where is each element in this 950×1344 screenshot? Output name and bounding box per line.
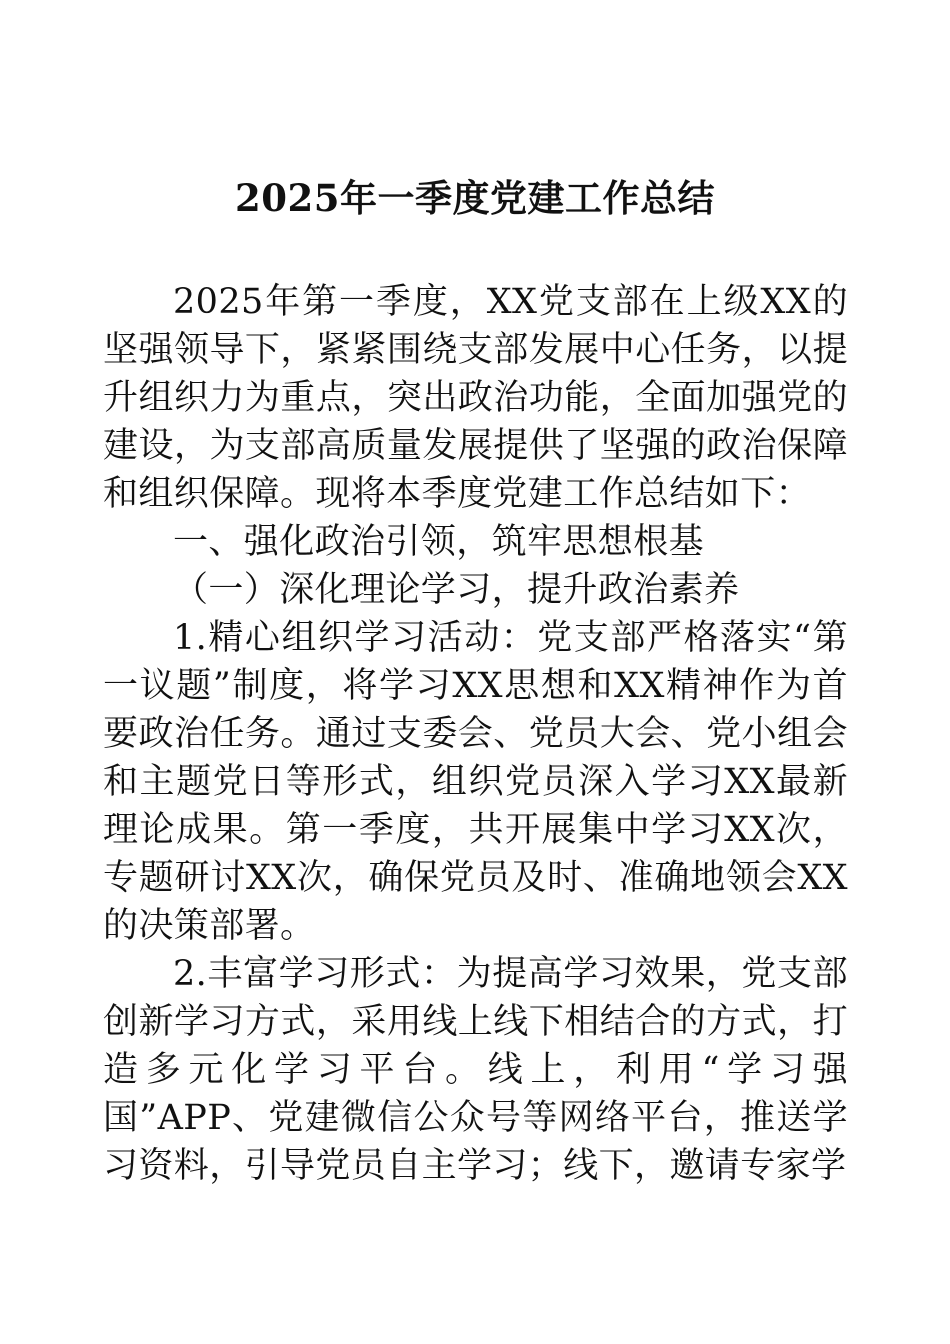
document-title: 2025年一季度党建工作总结 [235,176,715,220]
subsection-heading: （一）深化理论学习，提升政治素养 [173,570,740,610]
item-1-paragraph: 1.精心组织学习活动：党支部严格落实“第一议题”制度，将学习XX思想和XX精神作为首要政治任务。通过支委会、党员大会、党小组会和主题党日等形式，组织党员深入学习XX最新理论成果。第一季度，共开展集中学习XX次，专题研讨XX次，确保党员及时、准确地领会XX的决策部署。 [103,618,848,946]
item-2-paragraph: 2.丰富学习形式：为提高学习效果，党支部创新学习方式，采用线上线下相结合的方式，打造多元化学习平台。线上，利用“学习强国”APP、党建微信公众号等网络平台，推送学习资料，引导党员自主学习；线下，邀请专家学 [103,954,848,1186]
intro-paragraph: 2025年第一季度，XX党支部在上级XX的坚强领导下，紧紧围绕支部发展中心任务，以提升组织力为重点，突出政治功能，全面加强党的建设，为支部高质量发展提供了坚强的政治保障和组织保障。现将本季度党建工作总结如下： [103,282,848,514]
section-heading: 一、强化政治引领，筑牢思想根基 [173,522,705,562]
document-body [103,278,848,1190]
